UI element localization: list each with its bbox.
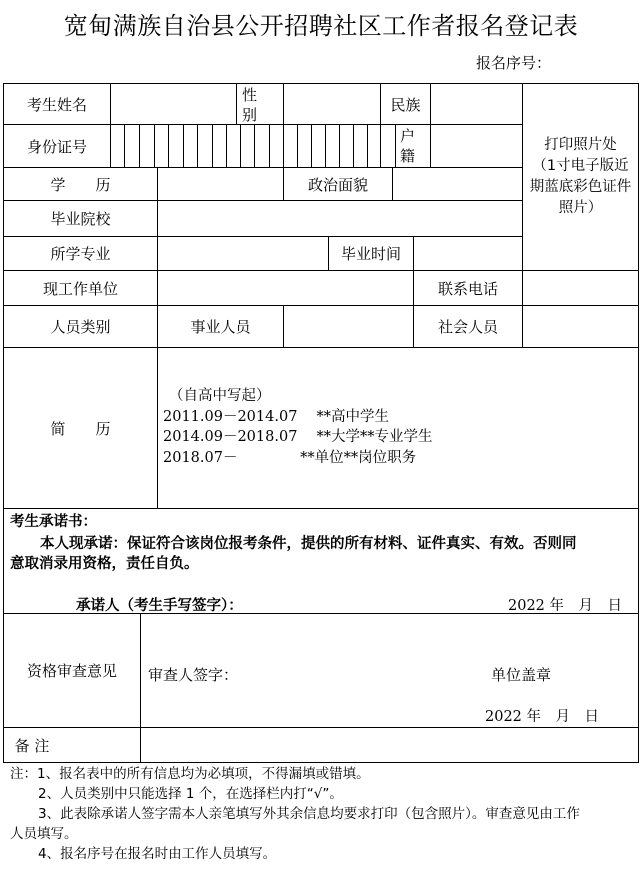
major-label: 所学专业 xyxy=(50,245,111,263)
promise-signer-label: 承诺人（考生手写签字）： xyxy=(76,597,243,614)
note-item: 注：1、报名表中的所有信息均为必填项，不得漏填或错填。 xyxy=(10,766,370,782)
name-label: 考生姓名 xyxy=(26,95,87,114)
phone-label: 联系电话 xyxy=(437,279,498,298)
gender-field[interactable] xyxy=(284,84,380,124)
current-work-field[interactable] xyxy=(158,271,413,305)
unit-seal-label: 单位盖章 xyxy=(491,666,552,684)
political-status-field[interactable] xyxy=(393,168,522,200)
institution-staff-checkbox[interactable] xyxy=(284,306,413,347)
photo-instruction-line2: （1寸电子版近 xyxy=(532,158,629,174)
person-type-label: 人员类别 xyxy=(50,318,111,336)
resume-line: （自高中写起） xyxy=(169,388,271,404)
form-notes xyxy=(10,764,632,864)
note-item: 4、报名序号在报名时由工作人员填写。 xyxy=(38,846,277,862)
resume-content[interactable] xyxy=(163,386,433,468)
remarks-label: 备 注 xyxy=(14,736,50,755)
hukou-field[interactable] xyxy=(431,125,522,167)
id-number-label: 身份证号 xyxy=(26,137,87,156)
review-date: 2022 年 月 日 xyxy=(485,709,600,725)
hukou-label-char2: 籍 xyxy=(400,147,416,165)
reviewer-signature-label: 审查人签字： xyxy=(148,666,239,684)
promise-date: 2022 年 月 日 xyxy=(508,598,623,614)
ethnicity-field[interactable] xyxy=(431,84,522,124)
resume-line: 2011.09－2014.07 **高中学生 xyxy=(163,408,390,425)
phone-field[interactable] xyxy=(523,271,638,305)
review-opinion-label: 资格审查意见 xyxy=(26,662,117,680)
graduation-time-label: 毕业时间 xyxy=(340,245,401,263)
promise-heading: 考生承诺书： xyxy=(10,513,97,530)
current-work-label: 现工作单位 xyxy=(42,279,118,298)
institution-staff-label: 事业人员 xyxy=(190,318,251,336)
ethnicity-label: 民族 xyxy=(390,95,421,114)
resume-label: 简 历 xyxy=(50,419,111,438)
name-field[interactable] xyxy=(111,84,236,124)
form-title: 宽甸满族自治县公开招聘社区工作者报名登记表 xyxy=(63,12,579,40)
education-field[interactable] xyxy=(158,168,283,200)
social-personnel-label: 社会人员 xyxy=(437,318,498,336)
resume-line: 2014.09－2018.07 **大学**专业学生 xyxy=(163,429,433,445)
note-item: 2、人员类别中只能选择 1 个，在选择栏内打“√”。 xyxy=(38,786,343,802)
note-item: 3、此表除承诺人签字需本人亲笔填写外其余信息均要求打印（包含照片）。审查意见由工作 xyxy=(38,806,580,822)
political-status-label: 政治面貌 xyxy=(307,175,368,194)
school-field[interactable] xyxy=(158,201,522,236)
education-label: 学 历 xyxy=(50,175,111,194)
social-personnel-checkbox[interactable] xyxy=(523,306,638,347)
hukou-label-char1: 户 xyxy=(400,127,416,145)
photo-instruction-line4: 照片） xyxy=(558,200,603,216)
promise-body-line1: 本人现承诺：保证符合该岗位报考条件，提供的所有材料、证件真实、有效。否则同 xyxy=(40,535,577,552)
school-label: 毕业院校 xyxy=(50,210,111,228)
promise-body-line2: 意取消录用资格，责任自负。 xyxy=(10,555,199,572)
id-number-field[interactable] xyxy=(111,125,380,167)
photo-instruction-line3: 期蓝底彩色证件 xyxy=(529,179,632,195)
serial-number-label: 报名序号： xyxy=(476,54,552,72)
major-field[interactable] xyxy=(158,237,328,270)
gender-label-char1: 性 xyxy=(242,86,258,104)
resume-line: 2018.07－ **单位**岗位职务 xyxy=(163,449,417,466)
note-item: 人员填写。 xyxy=(10,826,78,842)
photo-instruction-line1: 打印照片处 xyxy=(544,137,617,153)
graduation-time-field[interactable] xyxy=(414,237,522,270)
gender-label-char2: 别 xyxy=(242,106,258,124)
photo-box[interactable] xyxy=(523,84,638,270)
remarks-field[interactable] xyxy=(141,728,638,762)
